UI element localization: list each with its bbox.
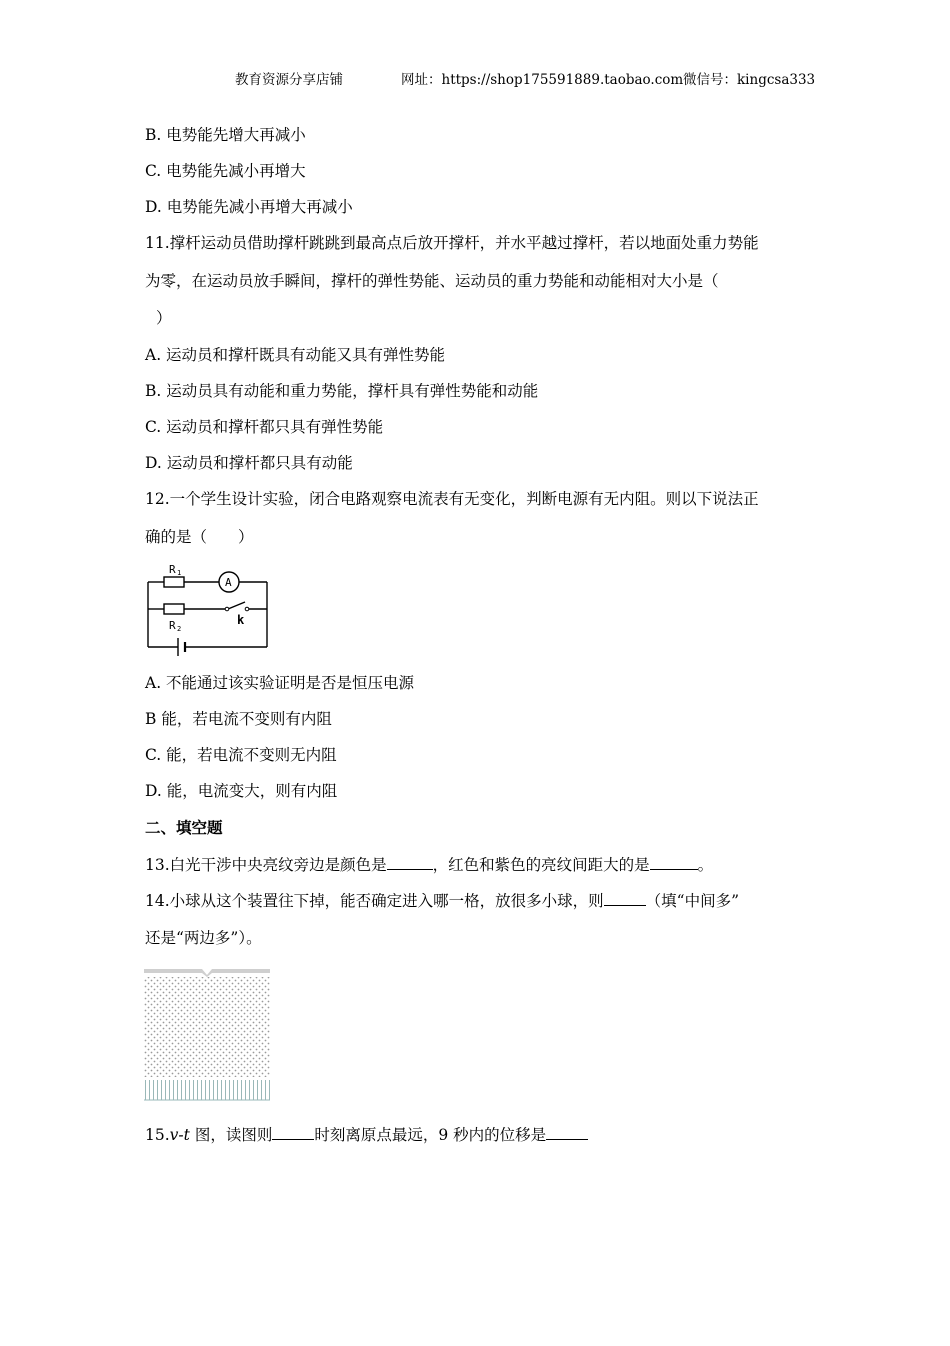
- collection-slots: [144, 1080, 270, 1100]
- q13-blank-1[interactable]: [387, 854, 433, 870]
- switch-label: k: [237, 613, 245, 627]
- q11-stem-line1: 11.撑杆运动员借助撑杆跳跳到最高点后放开撑杆，并水平越过撑杆，若以地面处重力势能: [145, 234, 759, 252]
- peg-field: [144, 977, 270, 1077]
- q11-option-c: C. 运动员和撑杆都只具有弹性势能: [145, 418, 384, 436]
- q10-option-c: C. 电势能先减小再增大: [145, 162, 306, 180]
- r2-label: R: [169, 619, 176, 632]
- funnel-top: [144, 969, 270, 977]
- header-shop: 教育资源分享店铺: [235, 72, 343, 88]
- q12-stem-line2: 确的是（ ）: [145, 528, 254, 546]
- r1-label-sub: 1: [177, 569, 182, 577]
- q15-vt: v-t: [169, 1126, 190, 1144]
- q11-option-d: D. 运动员和撑杆都只具有动能: [145, 454, 353, 472]
- q14-blank[interactable]: [604, 890, 646, 906]
- q14-part2: （填“中间多”: [645, 892, 740, 910]
- r1-resistor: [164, 577, 184, 587]
- q13-part2: ，红色和紫色的亮纹间距大的是: [432, 856, 650, 874]
- switch-blade: [228, 602, 245, 609]
- r2-resistor: [164, 604, 184, 614]
- q13-blank-2[interactable]: [650, 854, 698, 870]
- q12-option-d: D. 能，电流变大，则有内阻: [145, 782, 338, 800]
- q15-part2: 时刻离原点最远，9 秒内的位移是: [314, 1126, 547, 1144]
- ammeter-label: A: [225, 576, 232, 589]
- header-url: 网址：https://shop175591889.taobao.com: [401, 72, 684, 88]
- q15-part1: 图，读图则: [189, 1126, 273, 1144]
- q13-part1: 13.白光干涉中央亮纹旁边是颜色是: [145, 856, 387, 874]
- galton-board-figure: [144, 967, 272, 1103]
- section-fill-in-blank-title: 二、填空题: [145, 818, 223, 837]
- r2-label-sub: 2: [177, 625, 182, 633]
- q13: [145, 854, 713, 875]
- q12-stem-line1: 12.一个学生设计实验，闭合电路观察电流表有无变化，判断电源有无内阻。则以下说法正: [145, 490, 759, 508]
- header-wechat: 微信号：kingcsa333: [683, 72, 816, 88]
- q11-stem-line3: ）: [156, 309, 172, 327]
- q11-stem-line2: 为零，在运动员放手瞬间，撑杆的弹性势能、运动员的重力势能和动能相对大小是（: [145, 272, 719, 290]
- q12-option-a: A. 不能通过该实验证明是否是恒压电源: [145, 674, 415, 692]
- q11-option-b: B. 运动员具有动能和重力势能，撑杆具有弹性势能和动能: [145, 382, 539, 400]
- q15: [145, 1124, 588, 1145]
- q12-option-b: B 能，若电流不变则有内阻: [145, 710, 332, 728]
- q14-line1: [145, 890, 739, 911]
- q10-option-d: D. 电势能先减小再增大再减小: [145, 198, 353, 216]
- q15-blank-1[interactable]: [272, 1124, 314, 1140]
- circuit-diagram: [140, 558, 280, 666]
- q11-option-a: A. 运动员和撑杆既具有动能又具有弹性势能: [145, 346, 446, 364]
- q13-part3: 。: [697, 856, 714, 874]
- q12-option-c: C. 能，若电流不变则无内阻: [145, 746, 337, 764]
- r1-label: R: [169, 563, 176, 576]
- q15-number: 15.: [145, 1126, 170, 1144]
- q14-line2: 还是“两边多”）。: [145, 929, 262, 947]
- q10-option-b: B. 电势能先增大再减小: [145, 126, 306, 144]
- q15-blank-2[interactable]: [546, 1124, 588, 1140]
- q14-part1: 14.小球从这个装置往下掉，能否确定进入哪一格，放很多小球，则: [145, 892, 604, 910]
